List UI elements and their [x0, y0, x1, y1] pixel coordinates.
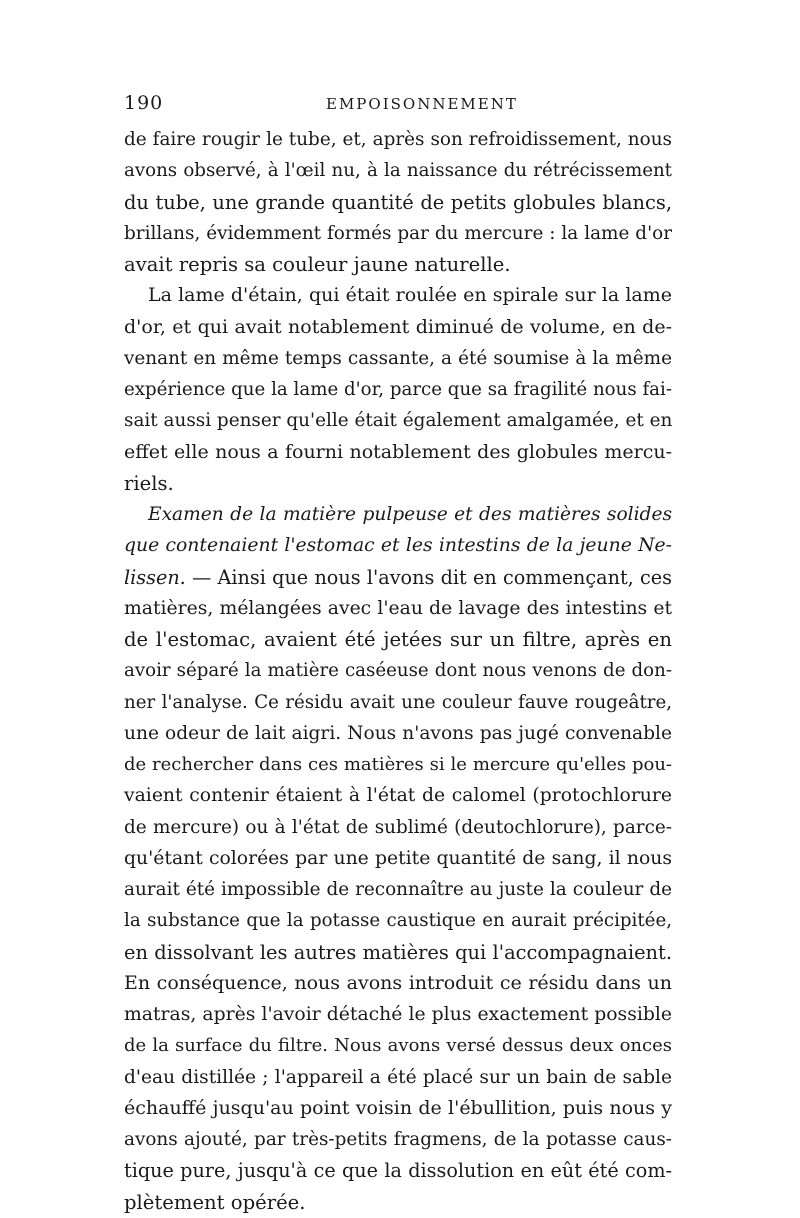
text-line: de rechercher dans ces matières si le mercure qu'elles pou-: [124, 754, 672, 775]
text-line: [124, 562, 672, 593]
text-line: matras, après l'avoir détaché le plus exactement possible: [124, 1004, 672, 1025]
text-line: de mercure) ou à l'état de sublimé (deutochlorure), parce-: [124, 816, 672, 838]
text-line: vaient contenir étaient à l'état de calomel (protochlorure: [124, 785, 672, 807]
text-line: de la surface du filtre. Nous avons versé dessus deux onces: [124, 1035, 672, 1057]
text-line: sait aussi penser qu'elle était également amalgamée, et en: [124, 410, 673, 432]
section-heading-end: lissen.: [124, 565, 186, 589]
text-line: du tube, une grande quantité de petits globules blancs,: [124, 190, 672, 214]
text-line: en dissolvant les autres matières qui l'accompagnaient.: [124, 940, 672, 964]
text-line: plètement opérée.: [124, 1190, 306, 1214]
text-line: La lame d'étain, qui était roulée en spirale sur la lame: [148, 284, 672, 307]
text-line: riels.: [124, 471, 174, 495]
text-line: d'or, et qui avait notablement diminué de volume, en de-: [124, 315, 672, 338]
text-line: matières, mélangées avec l'eau de lavage des intestins et: [124, 597, 672, 619]
running-head: [124, 92, 672, 118]
text-line: échauffé jusqu'au point voisin de l'ébullition, puis nous y: [124, 1096, 672, 1119]
text-line: avons observé, à l'œil nu, à la naissance du rétrécissement: [124, 160, 672, 182]
text-line: de faire rougir le tube, et, après son refroidissement, nous: [124, 129, 672, 150]
text-line: avons ajouté, par très-petits fragmens, de la potasse caus-: [124, 1129, 672, 1150]
page-number: 190: [124, 92, 164, 114]
text-line: venant en même temps cassante, a été soumise à la même: [124, 347, 672, 369]
text-line: la substance que la potasse caustique en aurait précipitée,: [124, 910, 672, 932]
text-line: aurait été impossible de reconnaître au juste la couleur de: [124, 879, 672, 900]
text-line: avoir séparé la matière caséeuse dont nous venons de don-: [124, 660, 672, 682]
text-line-rest: — Ainsi que nous l'avons dit en commençant, ces: [185, 565, 672, 589]
running-title: EMPOISONNEMENT: [326, 95, 518, 113]
text-line: une odeur de lait aigri. Nous n'avons pas jugé convenable: [124, 722, 672, 744]
text-line: avait repris sa couleur jaune naturelle.: [124, 253, 511, 276]
text-line: de l'estomac, avaient été jetées sur un filtre, après en: [124, 628, 672, 651]
text-line: effet elle nous a fourni notablement des globules mercu-: [124, 440, 672, 463]
section-heading-line: Examen de la matière pulpeuse et des matières solides: [148, 504, 672, 525]
text-line: tique pure, jusqu'à ce que la dissolution en eût été com-: [124, 1159, 672, 1183]
text-line: En conséquence, nous avons introduit ce résidu dans un: [124, 971, 672, 994]
text-line: expérience que la lame d'or, parce que sa fragilité nous fai-: [124, 379, 672, 400]
body-text: [124, 124, 672, 1218]
section-heading-line: que contenaient l'estomac et les intestins de la jeune Ne-: [124, 535, 672, 557]
text-line: d'eau distillée ; l'appareil a été placé sur un bain de sable: [124, 1066, 672, 1088]
text-line: ner l'analyse. Ce résidu avait une couleur fauve rougeâtre,: [124, 691, 672, 713]
text-line: brillans, évidemment formés par du mercure : la lame d'or: [124, 222, 672, 244]
text-line: qu'étant colorées par une petite quantité de sang, il nous: [124, 847, 672, 869]
